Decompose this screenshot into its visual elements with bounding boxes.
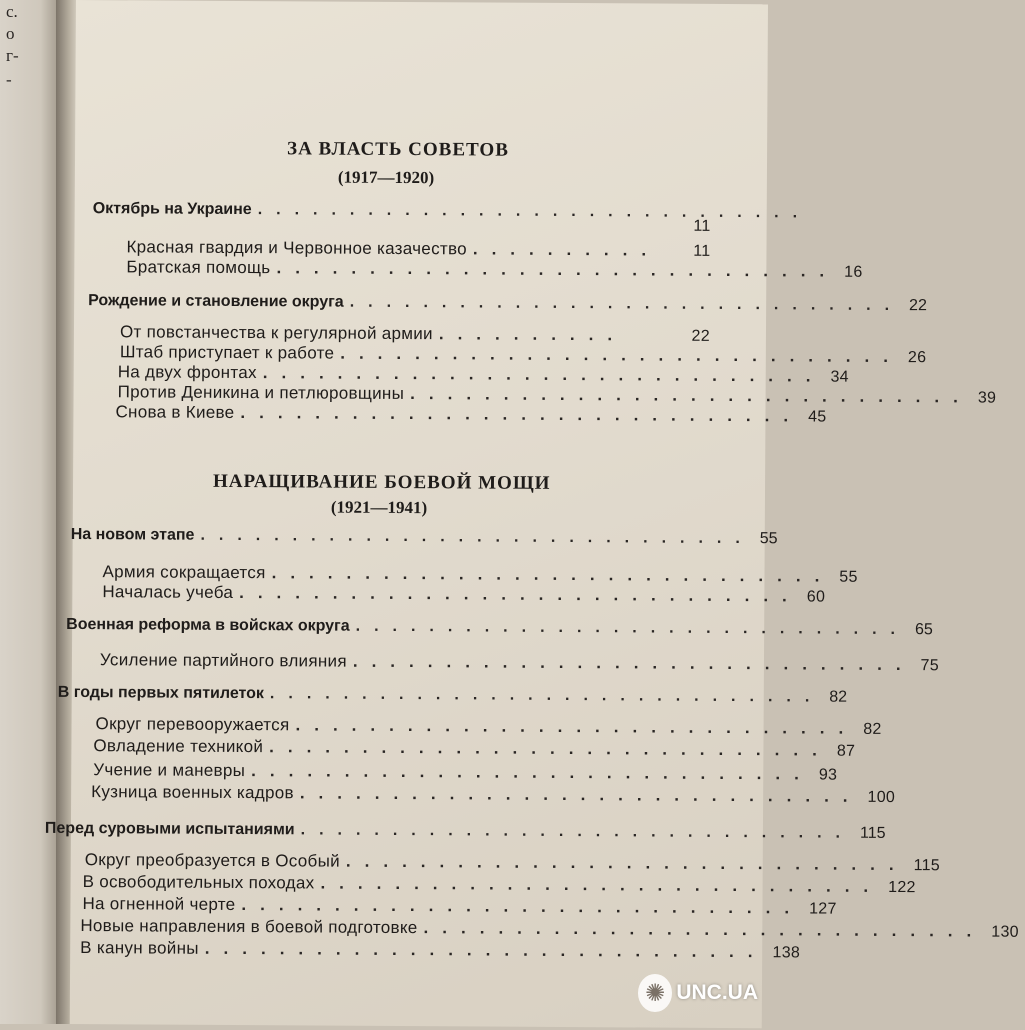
watermark — [638, 970, 758, 1016]
toc-subentry[interactable] — [93, 760, 838, 784]
toc-subentry[interactable] — [95, 714, 882, 738]
leader-dots: .............................. — [423, 918, 986, 941]
leader-dots: .......... — [438, 324, 627, 345]
toc-chapter[interactable] — [70, 525, 778, 548]
section-years: (1917—1920) — [337, 167, 435, 188]
sunburst-icon: ✺ — [638, 974, 672, 1012]
subentry-title: Учение и маневры — [93, 760, 246, 781]
page-number: 26 — [907, 349, 927, 367]
chapter-title: На новом этапе — [70, 525, 195, 544]
page-number: 65 — [914, 621, 933, 639]
leader-dots: .............................. — [241, 895, 804, 918]
leader-dots: .............................. — [295, 715, 858, 738]
leader-dots: .............................. — [204, 938, 767, 962]
page-number: 22 — [909, 297, 927, 315]
leader-dots: .............................. — [239, 583, 801, 606]
page-number: 87 — [836, 742, 856, 760]
toc-subentry[interactable] — [91, 782, 896, 807]
toc-subentry[interactable] — [80, 916, 1019, 941]
toc-subentry[interactable] — [82, 894, 837, 918]
leader-dots: .............................. — [269, 737, 831, 760]
toc-subentry[interactable] — [102, 582, 826, 606]
adjacent-page-text: г- — [6, 46, 19, 65]
table-of-contents-page — [44, 0, 1019, 1028]
leader-dots: .............................. — [352, 651, 915, 675]
leader-dots: .............................. — [299, 783, 862, 806]
section-title: ЗА ВЛАСТЬ СОВЕТОВ — [287, 138, 509, 161]
chapter-title: Рождение и становление округа — [88, 292, 344, 311]
chapter-title: Военная реформа в войсках округа — [66, 615, 350, 635]
leader-dots: .............................. — [269, 685, 824, 706]
leader-dots: .............................. — [355, 617, 910, 639]
toc-subentry[interactable] — [84, 850, 941, 875]
leader-dots: .............................. — [257, 201, 812, 222]
section-years: (1921—1941) — [330, 497, 428, 518]
adjacent-page-text: с. — [6, 2, 18, 21]
chapter-title: Перед суровыми испытаниями — [44, 819, 295, 839]
leader-dots: .............................. — [340, 343, 903, 367]
page-number: 55 — [839, 568, 858, 586]
subentry-title: На огненной черте — [82, 894, 236, 914]
toc-page-row — [127, 214, 711, 236]
subentry-title: Штаб приступает к работе — [119, 342, 335, 363]
subentry-title: Снова в Киеве — [115, 402, 235, 422]
toc-chapter[interactable] — [88, 292, 927, 315]
page-number: 60 — [806, 588, 826, 606]
page-number: 22 — [691, 327, 711, 345]
leader-dots: .............................. — [410, 384, 972, 407]
page-number: 138 — [772, 944, 801, 962]
page-number: 122 — [888, 878, 916, 897]
leader-dots: .............................. — [251, 761, 813, 784]
toc-subentry[interactable] — [115, 402, 827, 426]
subentry-title: Овладение техникой — [93, 736, 264, 757]
chapter-title: В годы первых пятилеток — [57, 683, 265, 703]
page-number: 75 — [920, 657, 940, 675]
leader-dots: .............................. — [320, 873, 883, 896]
subentry-title: Против Деникина и петлюровщины — [117, 382, 405, 404]
page-number: 82 — [829, 688, 848, 706]
leader-dots: .............................. — [262, 363, 825, 386]
leader-dots: .............................. — [300, 821, 855, 842]
leader-dots: .............................. — [276, 258, 839, 281]
subentry-title: Братская помощь — [126, 257, 271, 278]
page-number: 115 — [913, 857, 941, 875]
leader-dots: .............................. — [345, 851, 908, 875]
subentry-title: Кузница военных кадров — [91, 782, 294, 803]
page-number: 115 — [859, 824, 886, 842]
page-number: 39 — [977, 389, 997, 407]
toc-chapter[interactable] — [57, 683, 848, 706]
subentry-title: Началась учеба — [102, 582, 234, 602]
toc-subentry[interactable] — [99, 650, 940, 675]
page-number: 45 — [808, 408, 827, 426]
page-number: 16 — [844, 263, 863, 281]
subentry-title: В канун войны — [80, 938, 199, 958]
adjacent-page-text: о — [6, 24, 15, 43]
page-number: 34 — [830, 368, 849, 386]
toc-subentry[interactable] — [126, 257, 863, 281]
subentry-title: В освободительных походах — [82, 872, 315, 893]
page-number: 55 — [759, 530, 778, 548]
subentry-title: Красная гвардия и Червонное казачество — [126, 237, 467, 259]
watermark-text: UNC.UA — [676, 981, 758, 1004]
adjacent-page-edge — [0, 0, 58, 1024]
leader-dots: .............................. — [349, 293, 904, 315]
adjacent-page-text: - — [6, 70, 12, 89]
toc-chapter[interactable] — [44, 819, 886, 842]
page-number: 11 — [693, 217, 711, 235]
subentry-title: От повстанчества к регулярной армии — [119, 322, 433, 344]
leader-dots: .............................. — [240, 403, 803, 426]
subentry-title: Армия сокращается — [102, 562, 266, 583]
leader-dots: .............................. — [200, 526, 754, 548]
section-title: НАРАЩИВАНИЕ БОЕВОЙ МОЩИ — [212, 470, 551, 494]
subentry-title: Усиление партийного влияния — [99, 650, 347, 671]
page-number: 100 — [867, 788, 896, 807]
page-number: 93 — [818, 766, 838, 784]
subentry-title: Новые направления в боевой подготовке — [80, 916, 418, 938]
subentry-title: На двух фронтах — [117, 362, 257, 383]
subentry-title: Округ перевооружается — [95, 714, 290, 735]
chapter-title: Октябрь на Украине — [92, 200, 252, 219]
leader-dots: .......... — [472, 239, 661, 260]
page-number: 127 — [809, 900, 837, 918]
toc-subentry[interactable] — [93, 736, 856, 760]
page-number: 11 — [693, 242, 711, 260]
toc-subentry[interactable] — [80, 938, 801, 962]
subentry-title: Округ преобразуется в Особый — [84, 850, 340, 871]
toc-chapter[interactable] — [66, 615, 933, 639]
leader-dots: .............................. — [271, 563, 834, 586]
page-number: 130 — [991, 923, 1019, 941]
page-number: 82 — [863, 720, 882, 738]
toc-subentry[interactable] — [82, 872, 916, 897]
